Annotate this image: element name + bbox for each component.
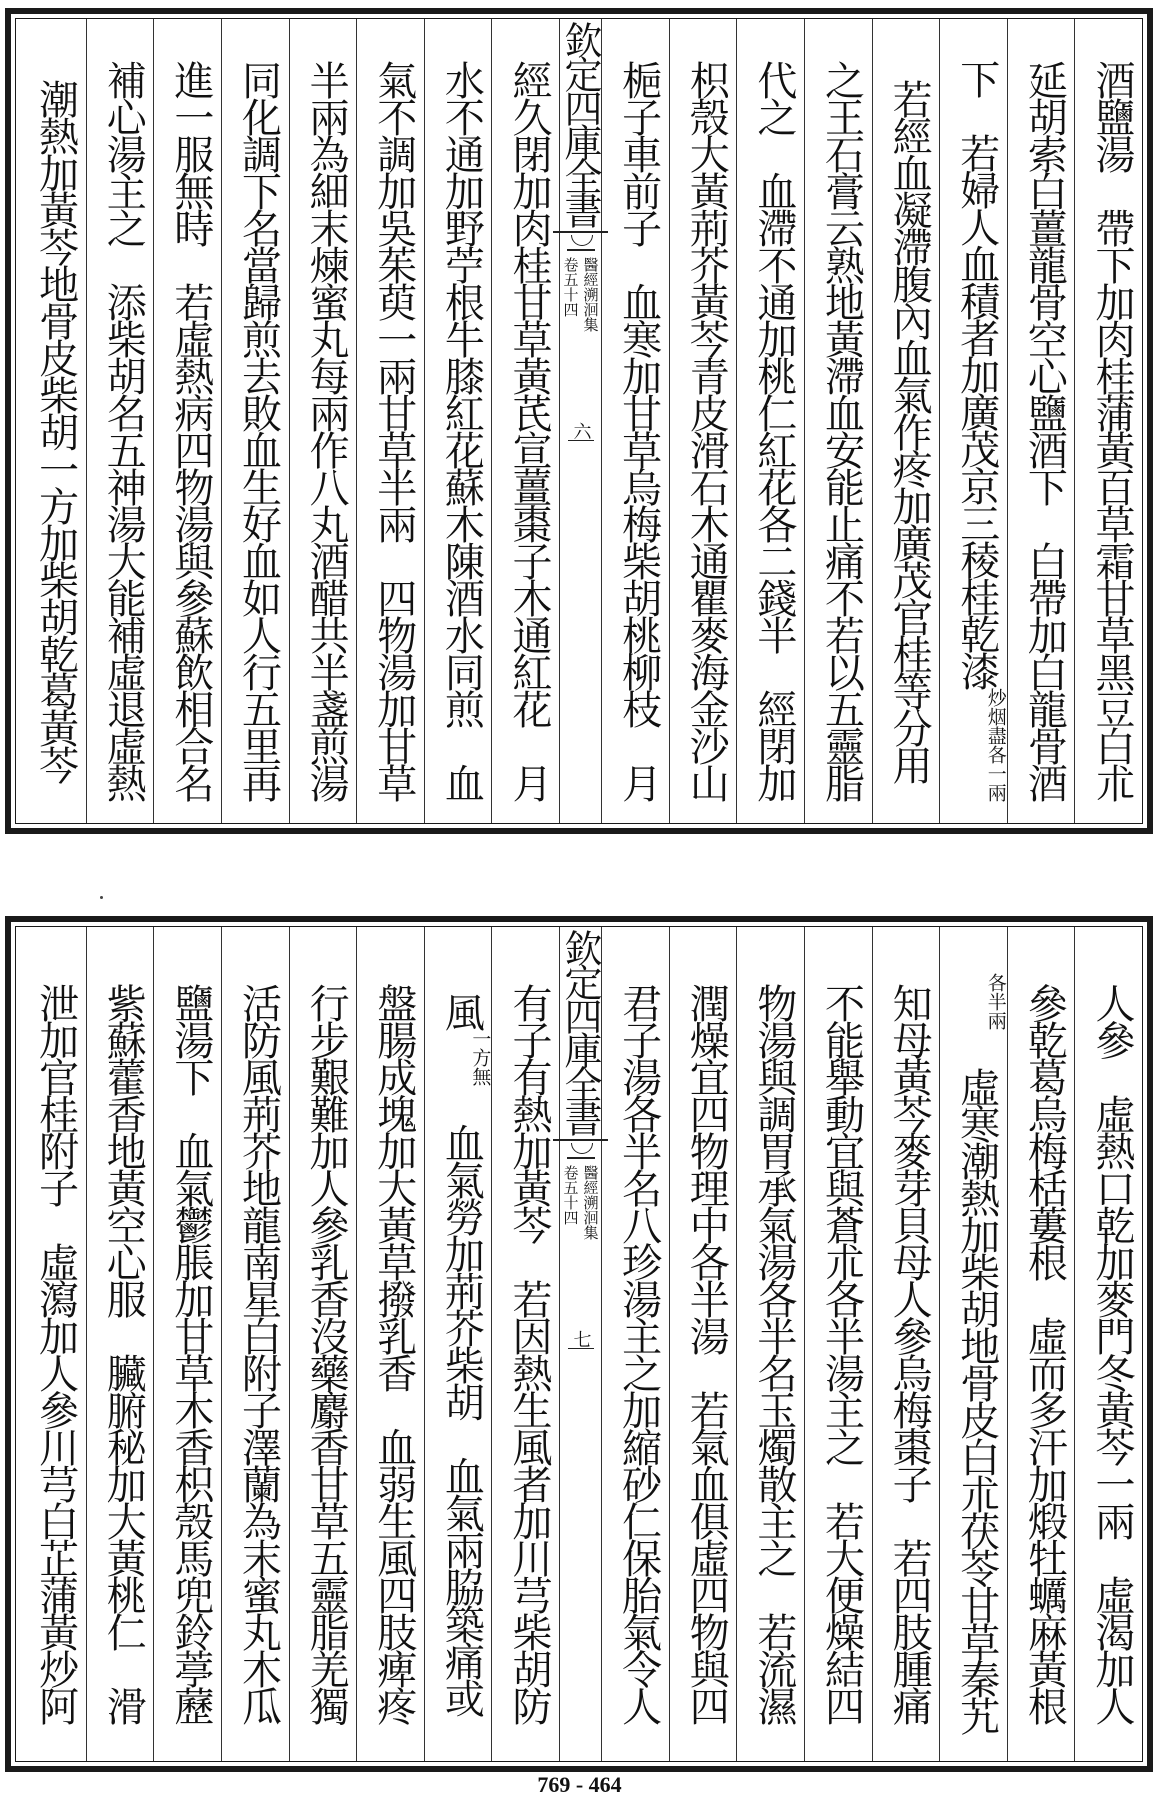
volume-label: 卷五十四	[561, 1165, 580, 1225]
text-column	[872, 19, 940, 823]
text-column	[356, 19, 424, 823]
annotation-note: 一方無	[469, 1028, 492, 1086]
gutter-mark	[100, 896, 103, 899]
text-column	[669, 927, 737, 1761]
column-text: 補心湯主之 添柴胡名五神湯大能補虛退虛熱	[100, 60, 147, 800]
column-text: 進一服無時 若虛熱病四物湯與參蘇飲相合名	[167, 60, 214, 800]
text-column	[804, 927, 872, 1761]
book-title: 欽定四庫全書	[553, 927, 608, 1141]
column-text: 知母黃芩麥芽貝母人參烏梅棗子 若四肢腫痛	[886, 983, 933, 1723]
top-leaf-inner-frame	[15, 18, 1143, 824]
text-column	[669, 19, 737, 823]
column-text: 同化調下名當歸煎去敗血生好血如人行五里再	[235, 60, 282, 800]
text-column	[872, 927, 940, 1761]
column-text: 氣不調加吳茱萸一兩甘草半兩 四物湯加甘草	[370, 60, 417, 800]
text-column	[221, 19, 289, 823]
bottom-leaf-columns	[16, 927, 1142, 1761]
column-text: 半兩為細末煉蜜丸每兩作八丸酒醋共半盞煎湯	[303, 60, 350, 800]
text-column	[491, 19, 559, 823]
column-text: 行步艱難加人參乳香沒藥麝香甘草五靈脂羌獨	[303, 983, 350, 1723]
text-column	[289, 19, 357, 823]
text-column	[424, 927, 492, 1761]
column-text: 之王石膏云熟地黃滯血安能止痛不若以五靈脂	[818, 60, 865, 800]
text-column	[939, 19, 1007, 823]
text-column	[86, 19, 154, 823]
page-number: 769 - 464	[537, 1772, 622, 1797]
text-column	[491, 927, 559, 1761]
text-column	[221, 927, 289, 1761]
column-text: 物湯與調胃承氣湯各半名玉燭散主之 若流濕	[750, 983, 797, 1723]
column-text: 酒鹽湯 帶下加肉桂蒲黃百草霜甘草黑豆白朮	[1089, 60, 1135, 800]
text-column	[18, 19, 86, 823]
top-leaf-columns	[16, 19, 1142, 823]
text-column	[939, 927, 1007, 1761]
column-text: 若經血凝滯腹內血氣作疼加廣茂官桂等分用	[886, 78, 933, 782]
column-text: 虛寒潮熱加柴胡地骨皮白朮茯苓甘草秦艽	[953, 1030, 1000, 1733]
column-text: 延胡索白薑龍骨空心鹽酒下 白帶加白龍骨酒	[1021, 60, 1068, 800]
column-text: 潮熱加黃芩地骨皮柴胡一方加柴胡乾葛黃芩	[32, 78, 79, 782]
fishtail-mark	[567, 233, 595, 251]
text-column	[153, 19, 221, 823]
volume-label: 卷五十四	[561, 257, 580, 317]
column-text: 紫蘇藿香地黃空心服 臟腑秘加大黃桃仁 滑	[100, 983, 147, 1723]
text-column	[86, 927, 154, 1761]
fishtail-mark	[567, 1141, 595, 1159]
sub-header	[562, 1165, 600, 1240]
annotation-note: 各半兩	[984, 973, 1007, 1030]
bottom-leaf	[5, 916, 1153, 1772]
column-text: 活防風荊芥地龍南星白附子澤蘭為末蜜丸木瓜	[235, 983, 282, 1723]
text-column	[289, 927, 357, 1761]
annotation-note: 炒烟盡各一兩	[984, 687, 1007, 802]
text-column	[601, 927, 669, 1761]
column-text: 君子湯各半名八珍湯主之加縮砂仁保胎氣令人	[615, 983, 662, 1723]
top-leaf	[5, 8, 1153, 834]
column-text: 經久閉加肉桂甘草黃芪宣薑棗子木通紅花 月	[506, 60, 552, 800]
text-column	[736, 19, 804, 823]
text-column	[804, 19, 872, 823]
sub-header	[562, 257, 600, 332]
column-text: 盤腸成塊加大黃草撥乳香 血弱生風四肢痺疼	[370, 983, 417, 1723]
column-text: 不能舉動宜與蒼朮各半湯主之 若大便燥結四	[818, 983, 865, 1723]
center-fold-header	[559, 927, 601, 1761]
text-column	[1074, 927, 1142, 1761]
center-fold-header	[559, 19, 601, 823]
bottom-leaf-inner-frame	[15, 926, 1143, 1762]
column-text: 風	[438, 991, 485, 1029]
book-name: 醫經溯洄集	[581, 1165, 600, 1240]
text-column	[1007, 927, 1075, 1761]
column-text: 鹽湯下 血氣鬱脹加甘草木香枳殼馬兜鈴葶藶	[167, 983, 214, 1723]
column-text: 人參 虛熱口乾加麥門冬黃芩一兩 虛渴加人	[1089, 983, 1135, 1723]
text-column	[1074, 19, 1142, 823]
column-text: 水不通加野苧根牛膝紅花蘇木陳酒水同煎 血	[438, 60, 485, 800]
column-text: 梔子車前子 血寒加甘草烏梅柴胡桃柳枝 月	[615, 60, 662, 800]
text-column	[424, 19, 492, 823]
text-column	[736, 927, 804, 1761]
book-name: 醫經溯洄集	[581, 257, 600, 332]
column-text: 參乾葛烏梅栝蔞根 虛而多汗加煅牡蠣麻黃根	[1021, 983, 1068, 1723]
text-column	[153, 927, 221, 1761]
column-text: 泄加官桂附子 虛瀉加人參川芎白芷蒲黃炒阿	[32, 983, 79, 1723]
folio-number: 七	[568, 1330, 594, 1349]
column-text: 枳殼大黃荊芥黃芩青皮滑石木通瞿麥海金沙山	[683, 60, 730, 800]
column-text: 代之 血滯不通加桃仁紅花各二錢半 經閉加	[750, 60, 797, 800]
column-text: 有子有熱加黃芩 若因熱生風者加川芎柴胡防	[506, 983, 552, 1723]
column-text-continued: 血氣勞加荊芥柴胡 血氣兩脇築痛或	[438, 1085, 485, 1715]
folio-number: 六	[568, 422, 594, 441]
column-text: 潤燥宜四物理中各半湯 若氣血俱虛四物與四	[683, 983, 730, 1723]
column-text: 下 若婦人血積者加廣茂京三稜桂乾漆	[953, 58, 1000, 688]
text-column	[356, 927, 424, 1761]
book-title: 欽定四庫全書	[553, 19, 608, 233]
text-column	[18, 927, 86, 1761]
text-column	[601, 19, 669, 823]
text-column	[1007, 19, 1075, 823]
